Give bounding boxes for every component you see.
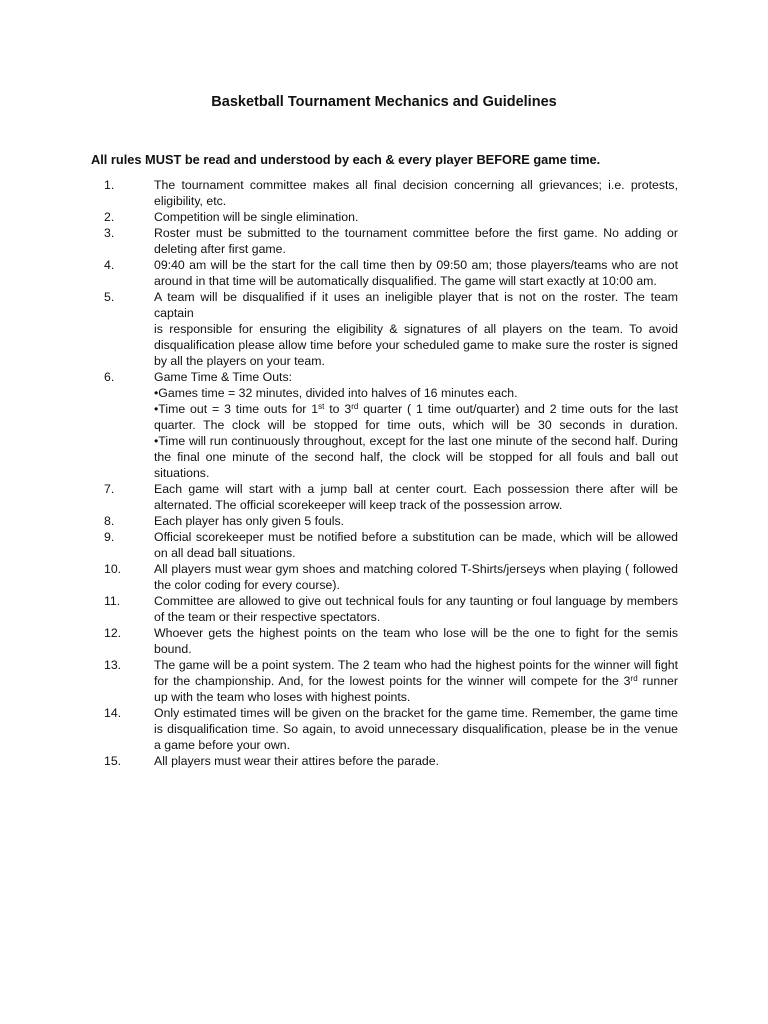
rule-line: eligibility, etc. [154,194,227,208]
rule-line: Each game will start with a jump ball at center court. Each possession there after will be [154,482,678,496]
rule-line: •Time will run continuously throughout, except for the last one minute of the second half. During [154,434,678,448]
rule-fragment: to 3 [324,402,352,416]
rule-item [104,513,678,529]
rule-item [104,369,678,481]
rule-line: Whoever gets the highest points on the team who lose will be the one to fight for the semis [154,626,678,640]
rule-line: is responsible for ensuring the eligibility & signatures of all players on the team. To avoid [154,322,678,336]
rule-text [154,257,678,289]
rule-text [154,513,678,529]
rule-line: Committee are allowed to give out technical fouls for any taunting or foul language by members [154,594,678,608]
rule-line: the final one minute of the second half, the clock will be stopped for all fouls and ball out [154,450,678,464]
rule-number: 6. [104,370,115,384]
rule-number: 13. [104,658,122,672]
rule-line: Only estimated times will be given on the bracket for the game time. Remember, the game time [154,706,678,720]
rule-item [104,593,678,625]
rule-line: deleting after first game. [154,242,286,256]
rule-number: 9. [104,530,115,544]
rule-item [104,705,678,753]
rule-number: 15. [104,754,122,768]
rule-line: around in that time will be automatically disqualified. The game will start exactly at 10:00 am. [154,274,657,288]
rule-text [154,657,678,705]
rule-number: 10. [104,562,122,576]
rule-number: 1. [104,178,115,192]
rule-item [104,561,678,593]
rule-line: All players must wear gym shoes and matching colored T-Shirts/jerseys when playing ( followed [154,562,678,576]
rule-line: alternated. The official scorekeeper will keep track of the possession arrow. [154,498,563,512]
rule-line: The game will be a point system. The 2 team who had the highest points for the winner will fight [154,658,678,672]
rule-fragment: runner [637,674,678,688]
rule-text [154,705,678,753]
rule-item [104,529,678,561]
rule-line [154,673,678,689]
rule-line: 09:40 am will be the start for the call time then by 09:50 am; those players/teams who are not [154,258,678,272]
rule-number: 3. [104,226,115,240]
rule-item [104,177,678,209]
rule-item [104,753,678,769]
rule-line: situations. [154,466,210,480]
rule-line: The tournament committee makes all final decision concerning all grievances; i.e. protests, [154,178,678,192]
rule-item [104,625,678,657]
rule-fragment: •Time out = 3 time outs for 1 [154,402,319,416]
rule-text [154,289,678,369]
rule-fragment: quarter ( 1 time out/quarter) and 2 time outs for the last [358,402,678,416]
rule-text [154,209,678,225]
rule-number: 4. [104,258,115,272]
rule-number: 8. [104,514,115,528]
rule-line [154,401,678,417]
rule-line: bound. [154,642,192,656]
rule-number: 5. [104,290,115,304]
document-title: Basketball Tournament Mechanics and Guidelines [211,94,557,110]
rule-line: quarter. The clock will be stopped for time outs, which will be 30 seconds in duration. [154,418,678,432]
rule-line: of the team or their respective spectators. [154,610,381,624]
rule-number: 7. [104,482,115,496]
rule-text [154,225,678,257]
rule-line: Roster must be submitted to the tournament committee before the first game. No adding or [154,226,678,240]
rule-line: a game before your own. [154,738,291,752]
rule-line: up with the team who loses with highest points. [154,690,411,704]
superscript: rd [351,402,359,411]
rule-line: Each player has only given 5 fouls. [154,514,345,528]
rule-line: Competition will be single elimination. [154,210,359,224]
rule-text [154,177,678,209]
rule-line: Official scorekeeper must be notified before a substitution can be made, which will be allowed [154,530,678,544]
rule-item [104,225,678,257]
superscript: st [318,402,325,411]
rule-text [154,561,678,593]
rule-item [104,289,678,369]
rule-number: 11. [104,594,121,608]
rule-item [104,257,678,289]
rule-line: disqualification please allow time before your scheduled game to make sure the roster is signed [154,338,678,352]
rule-text [154,625,678,657]
rule-item [104,209,678,225]
rule-item [104,657,678,705]
rule-text [154,481,678,513]
rule-line: A team will be disqualified if it uses an ineligible player that is not on the roster. The team captain [154,290,678,320]
rule-line: •Games time = 32 minutes, divided into halves of 16 minutes each. [154,386,518,400]
rule-line: the color coding for every course). [154,578,340,592]
rule-number: 12. [104,626,122,640]
rule-line: by all the players on your team. [154,354,325,368]
rule-line: Game Time & Time Outs: [154,370,293,384]
rule-number: 2. [104,210,115,224]
rules-list [104,177,678,769]
rule-text [154,369,678,481]
rule-text [154,593,678,625]
rule-line: All players must wear their attires before the parade. [154,754,440,768]
intro-statement: All rules MUST be read and understood by each & every player BEFORE game time. [91,152,601,167]
rule-fragment: for the championship. And, for the lowest points for the winner will compete for the 3 [154,674,631,688]
rule-item [104,481,678,513]
rule-line: is disqualification time. So again, to avoid unnecessary disqualification, please be in the venue [154,722,678,736]
rule-text [154,753,678,769]
rule-line: on all dead ball situations. [154,546,296,560]
superscript: rd [630,674,638,683]
rule-text [154,529,678,561]
rule-number: 14. [104,706,122,720]
